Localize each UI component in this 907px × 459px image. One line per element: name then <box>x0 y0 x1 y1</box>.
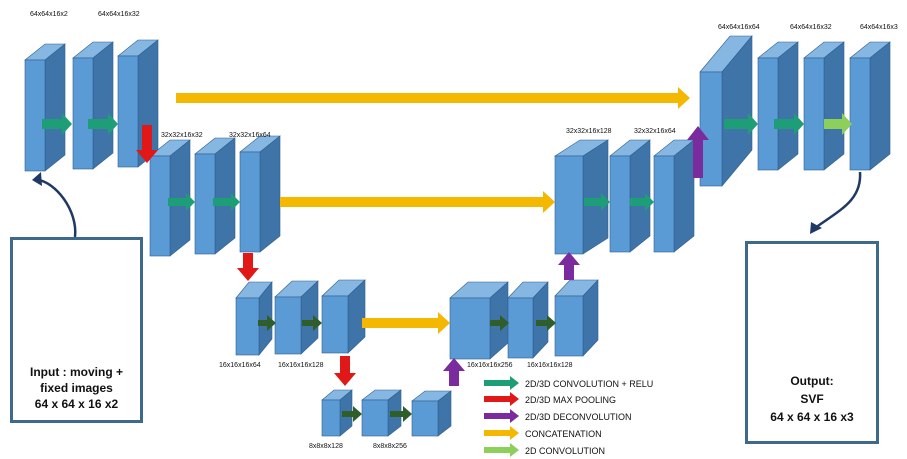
dim-label: 16x16x16x128 <box>527 362 573 369</box>
decoder-level2 <box>555 140 694 254</box>
dim-label: 64x64x16x64 <box>718 24 760 31</box>
dim-label: 32x32x16x64 <box>229 132 271 139</box>
max-pooling-arrow-icon <box>334 356 356 386</box>
output-caption-line2: SVF <box>800 392 824 406</box>
concatenation-arrow-icon <box>280 191 555 213</box>
output-box <box>745 241 879 444</box>
dim-label: 32x32x16x128 <box>566 128 612 135</box>
input-connector-arrowhead-icon <box>32 172 42 186</box>
feature-block <box>700 36 752 186</box>
feature-block <box>412 391 451 436</box>
dim-label: 8x8x8x128 <box>309 443 343 450</box>
feature-block <box>654 140 694 252</box>
encoder-level2 <box>150 136 280 256</box>
output-caption-line1: Output: <box>790 374 834 388</box>
legend-label: 2D CONVOLUTION <box>525 446 606 456</box>
dim-label: 16x16x16x64 <box>219 362 261 369</box>
dim-label: 64x64x16x2 <box>30 11 68 18</box>
feature-block <box>275 281 318 354</box>
dim-label: 64x64x16x32 <box>790 24 832 31</box>
legend-label: 2D/3D MAX POOLING <box>525 395 617 405</box>
input-box <box>10 237 143 423</box>
input-caption-line1: Input : moving + <box>30 365 123 379</box>
feature-block <box>555 280 598 356</box>
feature-block <box>555 140 608 254</box>
feature-block <box>322 280 365 353</box>
deconvolution-arrow-icon <box>558 252 580 280</box>
feature-block <box>73 42 113 169</box>
legend-label: 2D/3D CONVOLUTION + RELU <box>525 379 654 389</box>
legend-label: 2D/3D DECONVOLUTION <box>525 412 632 422</box>
concatenation-arrow-icon <box>176 87 690 109</box>
max-pooling-arrow-icon <box>237 253 259 281</box>
conv-relu-arrow-icon <box>484 376 519 390</box>
input-caption-line3: 64 x 64 x 16 x2 <box>34 397 119 411</box>
dim-label: 32x32x16x32 <box>161 132 203 139</box>
dim-label: 64x64x16x32 <box>98 11 140 18</box>
concatenation-arrow-icon <box>484 426 519 440</box>
bottleneck-level <box>322 390 451 436</box>
feature-block <box>804 42 844 170</box>
legend-label: CONCATENATION <box>525 429 602 439</box>
feature-block <box>25 44 65 171</box>
deconvolution-arrow-icon <box>484 409 519 423</box>
dim-label: 32x32x16x64 <box>634 128 676 135</box>
input-connector <box>38 180 75 237</box>
input-caption-line2: fixed images <box>40 381 113 395</box>
dim-label: 64x64x16x3 <box>860 24 898 31</box>
output-caption-line3: 64 x 64 x 16 x3 <box>770 410 854 424</box>
dim-label: 8x8x8x256 <box>373 443 407 450</box>
feature-block <box>236 282 272 355</box>
feature-block <box>758 42 798 170</box>
feature-block <box>240 136 280 252</box>
conv2d-arrow-icon <box>484 443 519 457</box>
output-connector <box>815 172 860 228</box>
feature-block <box>610 140 650 252</box>
feature-block <box>195 138 235 254</box>
dim-label: 16x16x16x256 <box>467 362 513 369</box>
legend <box>484 376 653 457</box>
dim-label: 16x16x16x128 <box>278 362 324 369</box>
max-pooling-arrow-icon <box>484 392 519 406</box>
deconvolution-arrow-icon <box>443 358 465 386</box>
decoder-level3 <box>450 280 598 359</box>
encoder-level3 <box>236 280 365 355</box>
decoder-level1 <box>700 36 890 186</box>
feature-block <box>850 42 890 170</box>
concatenation-arrow-icon <box>362 312 450 334</box>
